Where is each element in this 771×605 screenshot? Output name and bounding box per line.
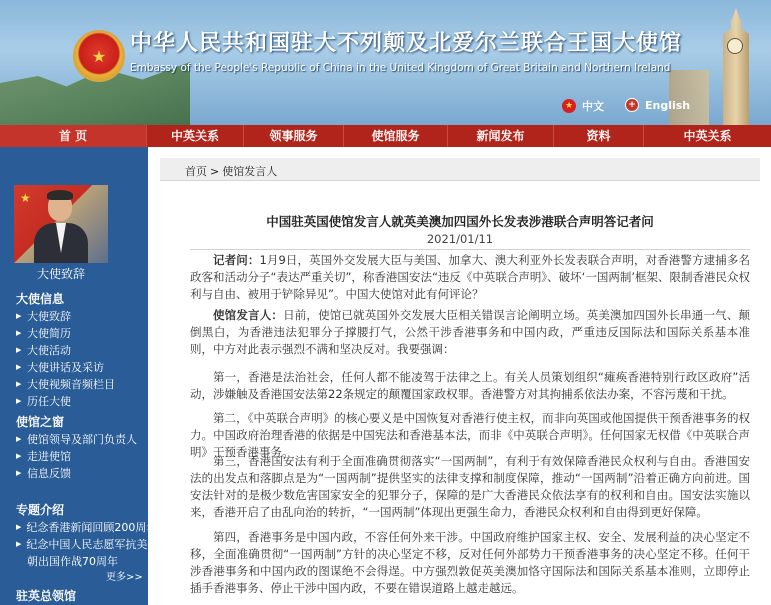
uk-flag-icon: + [625,98,639,112]
sidebar-item[interactable]: ▶ 信息反馈 [16,466,71,480]
nav-consular-services[interactable]: 领事服务 [244,125,344,147]
sidebar-item[interactable]: ▶ 历任大使 [16,394,71,408]
nav-home[interactable]: 首 页 [0,125,147,147]
sidebar-item[interactable]: ▶ 大使讲话及采访 [16,360,104,374]
sidebar-item[interactable]: 朝出国作战70周年 [27,554,118,568]
breadcrumb-home[interactable]: 首页 [185,165,207,178]
nav-news-release[interactable]: 新闻发布 [448,125,554,147]
article-paragraph-2: 第二，《中英联合声明》的核心要义是中国恢复对香港行使主权，而非向英国或他国提供干预香港事务的权力。中国政府治理香港的依据是中国宪法和香港基本法，而非《中英联合声明》。任何国家无权借《中英联合声明》干预香港事务。 [190,411,750,459]
article-paragraph-1: 第一，香港是法治社会，任何人都不能凌驾于法律之上。有关人员策划组织“瘫痪香港特别行政区政府”活动，涉嫌触及香港国安法第22条规定的颠覆国家政权罪。香港警方对其拘捕系依法办案，不容污蔑和干扰。 [190,370,750,401]
site-title-cn: 中华人民共和国驻大不列颠及北爱尔兰联合王国大使馆 [130,31,683,56]
sidebar-item[interactable]: ▶ 走进使馆 [16,449,71,463]
header-banner [0,0,771,125]
ambassador-message-link[interactable]: 大使致辞 [36,267,85,281]
sidebar-item[interactable]: ▶ 大使视频音频栏目 [16,377,115,391]
sidebar-item[interactable]: ▶ 纪念香港新闻回顾200周年 [16,520,158,534]
triangle-right-icon: ▶ [16,468,22,477]
section-title-consulates: 驻英总领馆 [16,589,77,603]
triangle-right-icon: ▶ [16,311,22,320]
triangle-right-icon: ▶ [16,451,22,460]
triangle-right-icon: ▶ [16,328,22,337]
article-title: 中国驻英国使馆发言人就英美澳加四国外长发表涉港联合声明答记者问 [266,214,654,229]
section-title-special-topics: 专题介绍 [16,503,65,517]
more-link[interactable]: 更多>> [106,572,143,583]
triangle-right-icon: ▶ [16,362,22,371]
lang-english-label: English [645,98,691,112]
special-topics-list [16,518,159,569]
flag-star-icon: ★ [20,191,31,205]
sidebar-item[interactable]: ▶ 大使活动 [16,343,71,357]
sidebar-item[interactable]: ▶ 大使简历 [16,326,71,340]
article-answer: 使馆发言人：日前，使馆已就英国外交发展大臣相关错误言论阐明立场。英美澳加四国外长串通一气、颠倒黑白，为香港违法犯罪分子撑腰打气，公然干涉香港事务和中国内政，严重违反国际法和国际关系基本准则，中方对此表示强烈不满和坚决反对。我要强调： [190,308,751,356]
section-title-ambassador-info: 大使信息 [16,292,65,306]
ambassador-photo[interactable] [14,185,108,263]
nav-china-uk-relations-2[interactable]: 中英关系 [683,129,732,143]
triangle-right-icon: ▶ [16,379,22,388]
triangle-right-icon: ▶ [16,345,22,354]
embassy-window-list [16,430,140,481]
main-nav [0,125,771,147]
sidebar-item[interactable]: ▶ 纪念中国人民志愿军抗美援 [16,537,159,551]
article-question: 记者问：1月9日，英国外交发展大臣与美国、加拿大、澳大利亚外长发表联合声明，对香港警方逮捕多名政客和活动分子“表达严重关切”，称香港国安法“违反《中英联合声明》、破坏‘一国两制’框架、限制香港民众权利与自由、被用于铲除异见”。中国大使馆对此有何评论？ [190,253,751,301]
nav-china-uk-relations[interactable]: 中英关系 [147,125,244,147]
big-ben-image [723,8,749,125]
triangle-right-icon: ▶ [16,539,22,548]
nav-resources[interactable]: 资料 [554,125,644,147]
divider [190,249,750,250]
sidebar-item[interactable]: ▶ 大使致辞 [16,309,71,323]
triangle-right-icon: ▶ [16,522,22,531]
lang-english-link[interactable] [625,98,690,112]
section-title-embassy-window: 使馆之窗 [16,415,65,429]
china-flag-icon: ★ [562,99,576,113]
triangle-right-icon: ▶ [16,396,22,405]
article-date: 2021/01/11 [426,232,494,246]
clock-icon [727,38,743,54]
sidebar [0,147,159,605]
sidebar-item[interactable]: ▶ 使馆领导及部门负责人 [16,432,137,446]
lang-chinese-link[interactable] [562,98,604,114]
breadcrumb-current[interactable]: 使馆发言人 [222,165,278,178]
nav-embassy-services[interactable]: 使馆服务 [344,125,448,147]
national-emblem-icon[interactable]: ★ [73,30,125,82]
article-paragraph-4: 第四，香港事务是中国内政，不容任何外来干涉。中国政府维护国家主权、安全、发展利益的决心坚定不移，全面准确贯彻“一国两制”方针的决心坚定不移，反对任何外部势力干预香港事务的决心坚定不移。任何干涉香港事务和中国内政的图谋绝不会得逞。中方强烈敦促英美澳加恪守国际法和国际关系基本准则，立即停止插手香港事务、停止干涉中国内政，不要在错误道路上越走越远。 [190,530,750,595]
triangle-right-icon: ▶ [16,434,22,443]
lang-chinese-label: 中文 [582,100,604,113]
site-title-en: Embassy of the People's Republic of China in the United Kingdom of Great Britain and Northern Ireland [130,62,671,74]
article-paragraph-3: 第三，香港国安法有利于全面准确贯彻落实“一国两制”，有利于有效保障香港民众权利与自由。香港国安法的出发点和落脚点是为“一国两制”提供坚实的法律支撑和制度保障，推动“一国两制”沿着正确方向前进。国安法针对的是极少数危害国家安全的犯罪分子，保障的是广大香港民众依法享有的权利和自由。国安法实施以来，香港开启了由乱向治的转折，“一国两制”体现出更强生命力，香港民众权利和自由得到更好保障。 [190,454,750,519]
breadcrumb: 首页 > 使馆发言人 [160,158,760,181]
ambassador-info-list [16,307,140,409]
